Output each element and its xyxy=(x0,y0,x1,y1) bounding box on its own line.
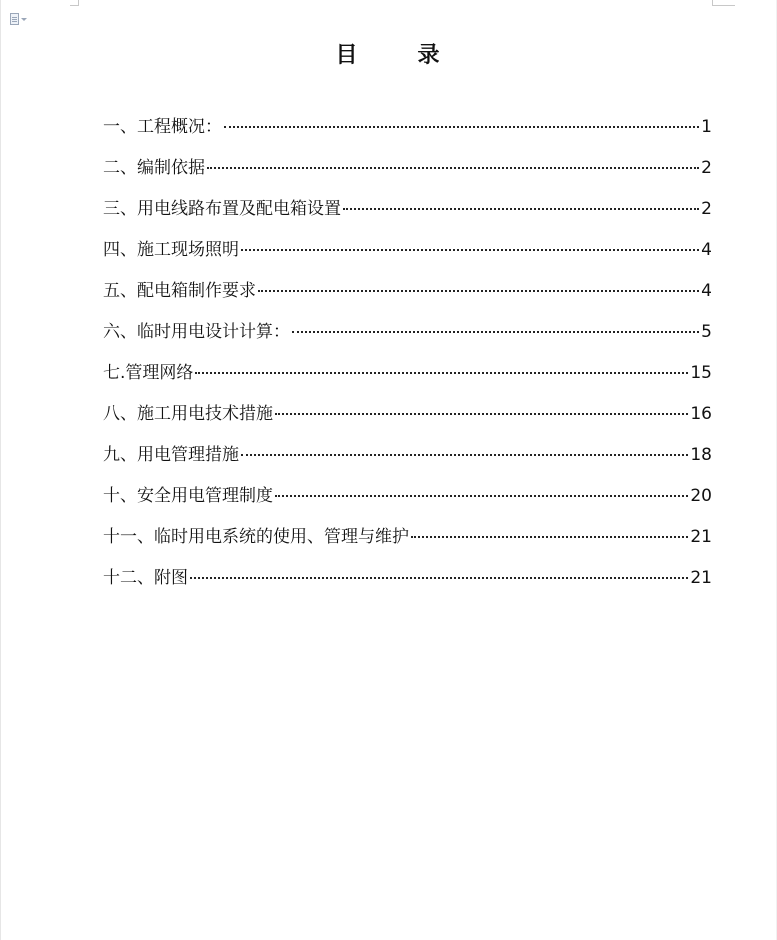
toc-dot-leader xyxy=(241,450,688,456)
page-title xyxy=(0,38,777,69)
toc-dot-leader xyxy=(224,122,699,128)
toc-entry-label: 八、施工用电技术措施 xyxy=(103,404,273,424)
toc-entry-page: 4 xyxy=(701,240,712,260)
toc-entry-label: 十一、临时用电系统的使用、管理与维护 xyxy=(103,527,409,547)
crop-mark-top-right xyxy=(712,0,735,6)
toc-entry-page: 15 xyxy=(690,363,712,383)
toc-entry-page: 18 xyxy=(690,445,712,465)
toc-entry-label: 十、安全用电管理制度 xyxy=(103,486,273,506)
toc-entry-label: 十二、附图 xyxy=(103,568,188,588)
toc-entry-page: 4 xyxy=(701,281,712,301)
toc-dot-leader xyxy=(258,286,699,292)
toc-entry-page: 2 xyxy=(701,199,712,219)
toc-entry-label: 九、用电管理措施 xyxy=(103,445,239,465)
toc-entry-label: 二、编制依据 xyxy=(103,158,205,178)
toc-entry-page: 21 xyxy=(690,527,712,547)
toc-entry[interactable] xyxy=(103,280,712,321)
toc-entry-page: 20 xyxy=(690,486,712,506)
table-of-contents xyxy=(103,116,712,608)
toc-entry[interactable] xyxy=(103,239,712,280)
toc-entry-label: 四、施工现场照明 xyxy=(103,240,239,260)
toc-entry[interactable] xyxy=(103,403,712,444)
toc-entry-label: 三、用电线路布置及配电箱设置 xyxy=(103,199,341,219)
toc-entry-page: 5 xyxy=(701,322,712,342)
toc-entry-page: 2 xyxy=(701,158,712,178)
toc-entry-label: 七.管理网络 xyxy=(103,363,194,383)
document-sheet-icon xyxy=(10,13,19,25)
toc-entry[interactable] xyxy=(103,198,712,239)
toc-entry-page: 16 xyxy=(690,404,712,424)
toc-entry[interactable] xyxy=(103,444,712,485)
toc-entry[interactable] xyxy=(103,157,712,198)
toc-entry-label: 五、配电箱制作要求 xyxy=(103,281,256,301)
crop-mark-top-left xyxy=(70,0,79,6)
toc-entry[interactable] xyxy=(103,116,712,157)
toc-dot-leader xyxy=(275,491,688,497)
page-left-edge xyxy=(0,0,1,940)
toc-dot-leader xyxy=(207,163,699,169)
title-char-1: 目 xyxy=(335,42,360,68)
toc-entry[interactable] xyxy=(103,321,712,362)
toc-entry[interactable] xyxy=(103,526,712,567)
toc-dot-leader xyxy=(241,245,699,251)
document-icon[interactable] xyxy=(10,11,32,27)
toc-dot-leader xyxy=(292,327,699,333)
toc-entry-page: 21 xyxy=(690,568,712,588)
toc-entry-label: 一、工程概况： xyxy=(103,117,222,137)
toc-entry[interactable] xyxy=(103,485,712,526)
toc-entry-label: 六、临时用电设计计算： xyxy=(103,322,290,342)
toc-entry[interactable] xyxy=(103,567,712,608)
toc-dot-leader xyxy=(190,573,688,579)
toc-entry-page: 1 xyxy=(701,117,712,137)
toc-dot-leader xyxy=(411,532,688,538)
toc-dot-leader xyxy=(195,368,688,374)
chevron-down-icon xyxy=(21,18,27,21)
toc-entry[interactable] xyxy=(103,362,712,403)
toc-dot-leader xyxy=(343,204,699,210)
title-char-2: 录 xyxy=(417,42,442,68)
toc-dot-leader xyxy=(275,409,688,415)
